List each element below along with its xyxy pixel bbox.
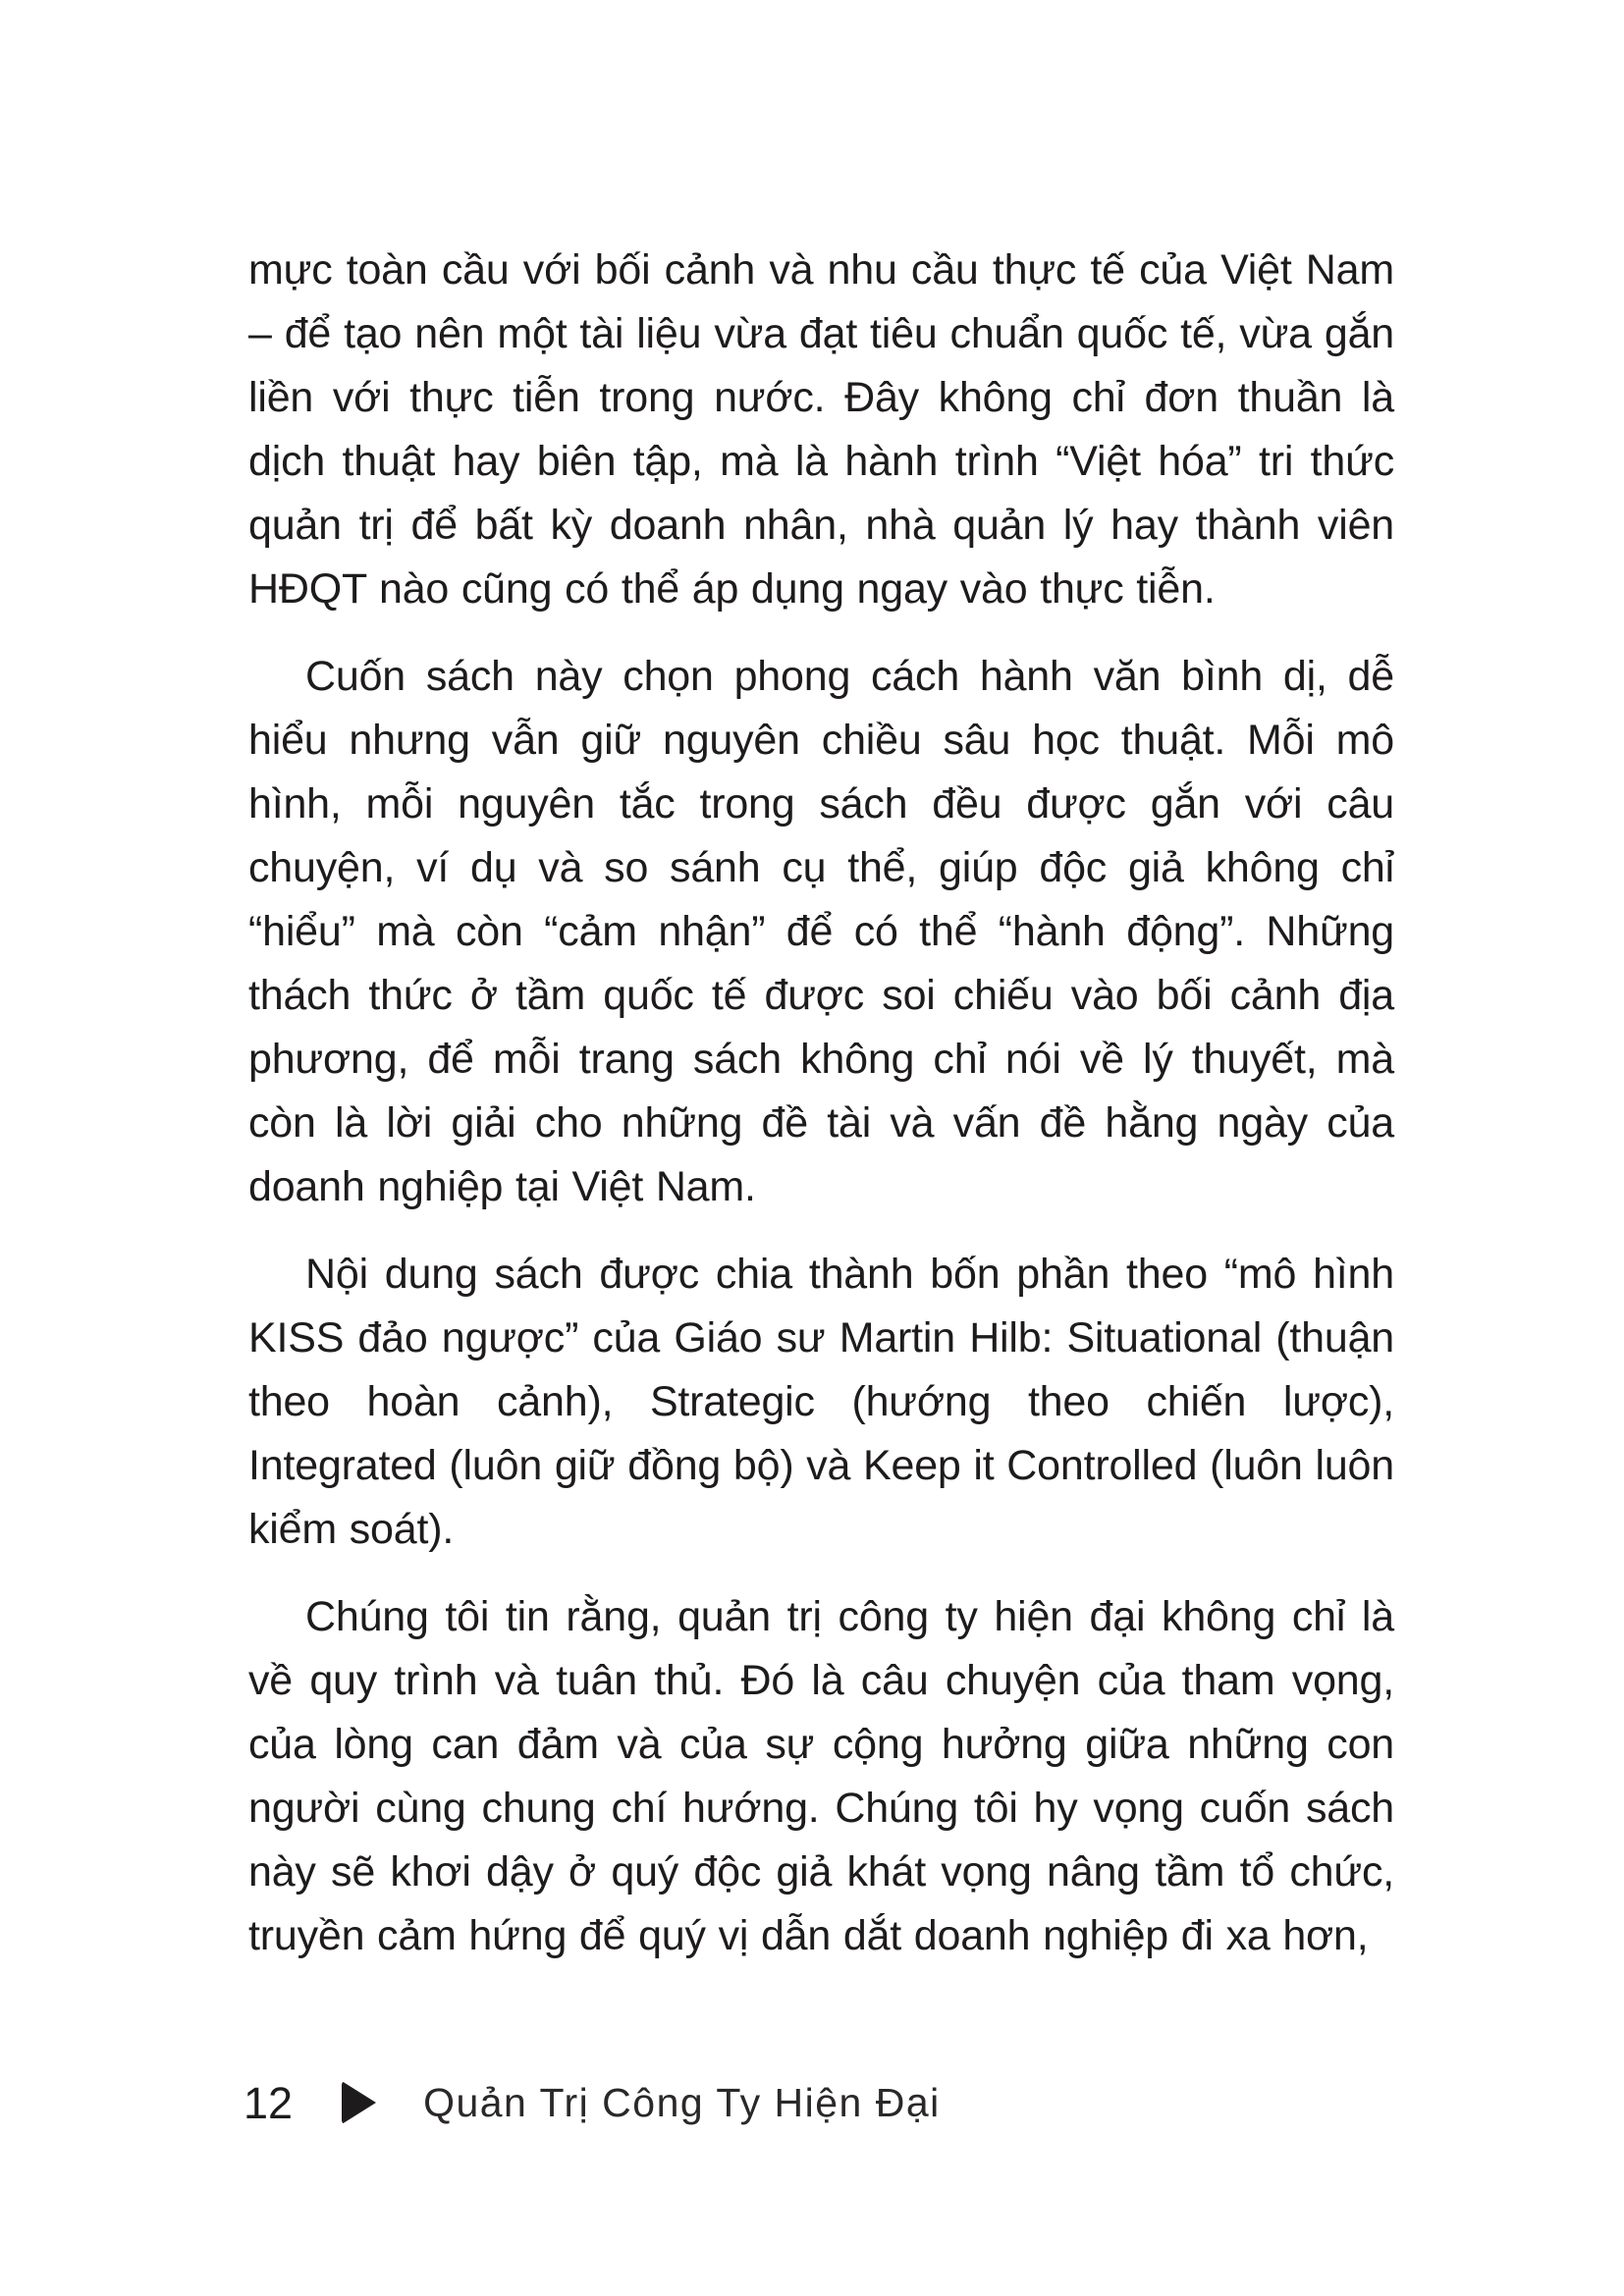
body-paragraph-writing-style: Cuốn sách này chọn phong cách hành văn bình dị, dễ hiểu nhưng vẫn giữ nguyên chiều sâu học thuật. Mỗi mô hình, mỗi nguyên tắc trong sách đều được gắn với câu chuyện, ví dụ và so sánh cụ thể, giúp độc giả không chỉ “hiểu” mà còn “cảm nhận” để có thể “hành động”. Những thách thức ở tầm quốc tế được soi chiếu vào bối cảnh địa phương, để mỗi trang sách không chỉ nói về lý thuyết, mà còn là lời giải cho những đề tài và vấn đề hằng ngày của doanh nghiệp tại Việt Nam.	[248, 653, 1394, 1210]
page-footer	[244, 2073, 941, 2132]
page-number: 12	[244, 2077, 294, 2128]
body-paragraph-continuation: mực toàn cầu với bối cảnh và nhu cầu thực tế của Việt Nam – để tạo nên một tài liệu vừa đạt tiêu chuẩn quốc tế, vừa gắn liền với thực tiễn trong nước. Đây không chỉ đơn thuần là dịch thuật hay biên tập, mà là hành trình “Việt hóa” tri thức quản trị để bất kỳ doanh nhân, nhà quản lý hay thành viên HĐQT nào cũng có thể áp dụng ngay vào thực tiễn.	[248, 246, 1394, 613]
body-paragraph-kiss-model: Nội dung sách được chia thành bốn phần theo “mô hình KISS đảo ngược” của Giáo sư Martin Hilb: Situational (thuận theo hoàn cảnh), Strategic (hướng theo chiến lược), Integrated (luôn giữ đồng bộ) và Keep it Controlled (luôn luôn kiểm soát).	[248, 1251, 1394, 1553]
right-triangle-icon	[342, 2081, 376, 2124]
page-body	[248, 239, 1394, 1992]
body-paragraph-closing: Chúng tôi tin rằng, quản trị công ty hiện đại không chỉ là về quy trình và tuân thủ. Đó là câu chuyện của tham vọng, của lòng can đảm và của sự cộng hưởng giữa những con người cùng chung chí hướng. Chúng tôi hy vọng cuốn sách này sẽ khơi dậy ở quý độc giả khát vọng nâng tầm tổ chức, truyền cảm hứng để quý vị dẫn dắt doanh nghiệp đi xa hơn,	[248, 1593, 1394, 1959]
running-footer-book-title: Quản Trị Công Ty Hiện Đại	[423, 2079, 941, 2125]
